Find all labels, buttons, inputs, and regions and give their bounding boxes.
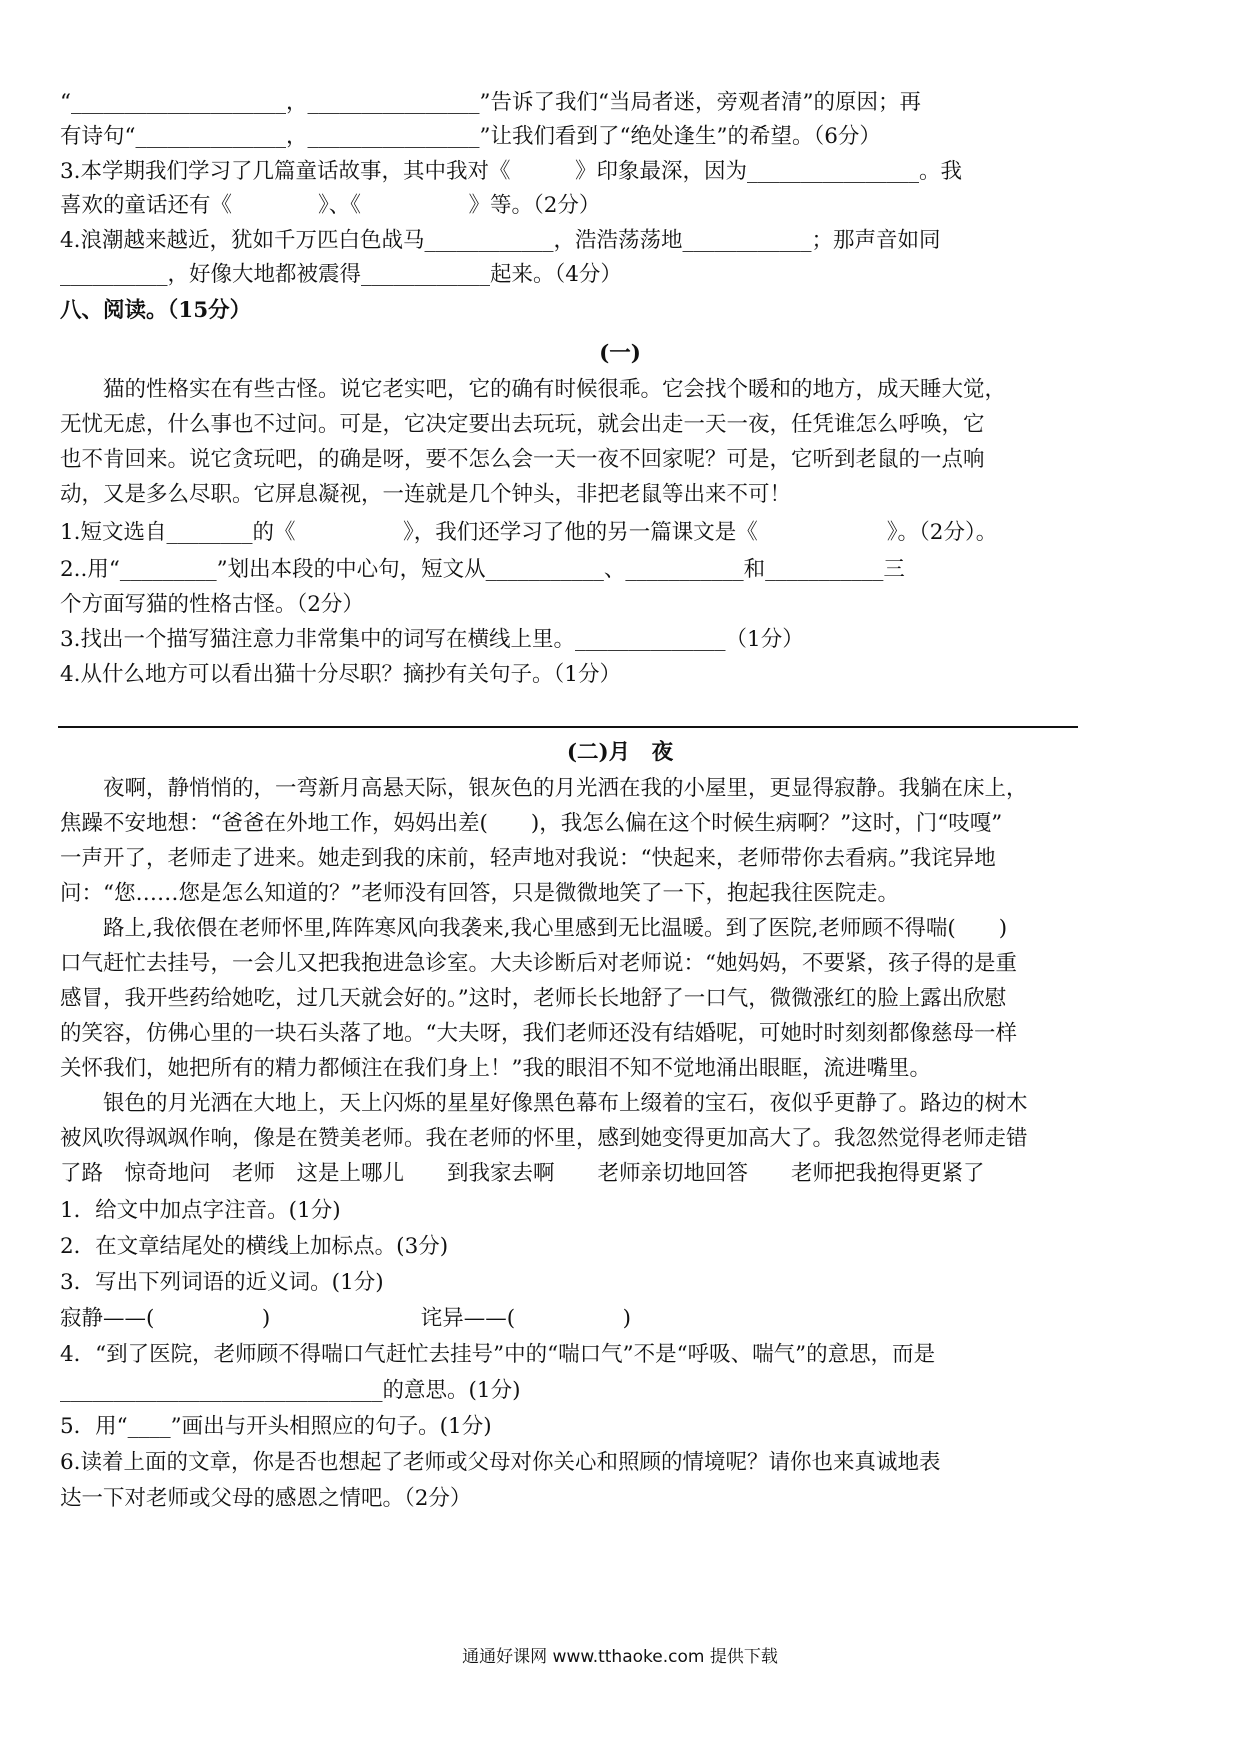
poem-fill-line-2: 有诗句“______________，________________”让我们看到了“绝处逢生”的希望。（6分） — [60, 124, 881, 149]
passage-1-q3: 3.找出一个描写猫注意力非常集中的词写在横线上里。______________（1分） — [60, 627, 804, 652]
question-4-line-2: __________，好像大地都被震得____________起来。（4分） — [60, 262, 622, 287]
passage-2-p1-line-4: 问：“您……您是怎么知道的？”老师没有回答，只是微微地笑了一下，抱起我往医院走。 — [60, 881, 899, 906]
passage-2-p2-line-2: 口气赶忙去挂号，一会儿又把我抱进急诊室。大夫诊断后对老师说：“她妈妈，不要紧，孩子得的是重 — [60, 951, 1017, 976]
question-3-line-1: 3.本学期我们学习了几篇童话故事，其中我对《 》印象最深，因为________________。我 — [60, 159, 963, 184]
passage-2-q3-answers: 寂静——( ) 诧异——( ) — [60, 1306, 632, 1331]
passage-1-line-4: 动，又是多么尽职。它屏息凝视，一连就是几个钟头，非把老鼠等出来不可！ — [60, 482, 792, 507]
passage-2-q4-line-1: 4．“到了医院，老师顾不得喘口气赶忙去挂号”中的“喘口气”不是“呼吸、喘气”的意思，而是 — [60, 1342, 936, 1367]
passage-2-q1: 1．给文中加点字注音。(1分) — [60, 1198, 341, 1223]
answer-line — [58, 726, 1078, 728]
poem-fill-line-1: “____________________，________________”告诉了我们“当局者迷，旁观者清”的原因；再 — [60, 90, 921, 115]
passage-2-p2-line-3: 感冒，我开些药给她吃，过几天就会好的。”这时，老师长长地舒了一口气，微微涨红的脸上露出欣慰 — [60, 986, 1007, 1011]
passage-2-q4-line-2: ______________________________的意思。(1分) — [60, 1378, 521, 1403]
passage-1-q2-line-1: 2..用“_________”划出本段的中心句，短文从___________、___________和___________三 — [60, 557, 905, 582]
passage-2-p1-line-3: 一声开了，老师走了进来。她走到我的床前，轻声地对我说：“快起来，老师带你去看病。”我诧异地 — [60, 846, 996, 871]
passage-1-q4: 4.从什么地方可以看出猫十分尽职？摘抄有关句子。（1分） — [60, 662, 621, 687]
passage-2-p3-line-1: 银色的月光洒在大地上，天上闪烁的星星好像黑色幕布上缀着的宝石，夜似乎更静了。路边的树木 — [60, 1091, 1028, 1116]
passage-2-q2: 2．在文章结尾处的横线上加标点。(3分) — [60, 1234, 449, 1259]
section-8-heading: 八、阅读。（15分） — [60, 298, 252, 323]
passage-1-line-2: 无忧无虑，什么事也不过问。可是，它决定要出去玩玩，就会出走一天一夜，任凭谁怎么呼唤，它 — [60, 412, 985, 437]
passage-2-title: (二)月 夜 — [566, 740, 674, 765]
passage-1-line-3: 也不肯回来。说它贪玩吧，的确是呀，要不怎么会一天一夜不回家呢？可是，它听到老鼠的一点响 — [60, 447, 985, 472]
passage-2-p2-line-1: 路上,我依偎在老师怀里,阵阵寒风向我袭来,我心里感到无比温暖。到了医院,老师顾不得喘( ) — [60, 916, 1008, 941]
passage-1-q2-line-2: 个方面写猫的性格古怪。（2分） — [60, 592, 364, 617]
passage-2-p1-line-2: 焦躁不安地想：“爸爸在外地工作，妈妈出差( )，我怎么偏在这个时候生病啊？”这时，门“吱嘎” — [60, 811, 1003, 836]
passage-1-line-1: 猫的性格实在有些古怪。说它老实吧，它的确有时候很乖。它会找个暖和的地方，成天睡大觉， — [60, 377, 1007, 402]
question-4-line-1: 4.浪潮越来越近，犹如千万匹白色战马____________，浩浩荡荡地____________；那声音如同 — [60, 228, 941, 253]
passage-2-p2-line-4: 的笑容，仿佛心里的一块石头落了地。“大夫呀，我们老师还没有结婚呢，可她时时刻刻都像慈母一样 — [60, 1021, 1017, 1046]
page-footer: 通通好课网 www.tthaoke.com 提供下载 — [462, 1647, 778, 1667]
passage-2-p3-line-2: 被风吹得飒飒作响，像是在赞美老师。我在老师的怀里，感到她变得更加高大了。我忽然觉得老师走错 — [60, 1126, 1028, 1151]
passage-2-p1-line-1: 夜啊，静悄悄的，一弯新月高悬天际，银灰色的月光洒在我的小屋里，更显得寂静。我躺在床上， — [60, 776, 1028, 801]
passage-1-title: (一) — [599, 341, 641, 366]
passage-2-q3: 3．写出下列词语的近义词。(1分) — [60, 1270, 384, 1295]
question-3-line-2: 喜欢的童话还有《 》、《 》等。（2分） — [60, 193, 601, 218]
passage-1-q1: 1.短文选自________的《 》，我们还学习了他的另一篇课文是《 》。（2分）。 — [60, 520, 998, 545]
passage-2-p2-line-5: 关怀我们，她把所有的精力都倾注在我们身上！”我的眼泪不知不觉地涌出眼眶，流进嘴里。 — [60, 1056, 931, 1081]
passage-2-p3-line-3: 了路 惊奇地问 老师 这是上哪儿 到我家去啊 老师亲切地回答 老师把我抱得更紧了 — [60, 1161, 985, 1186]
passage-2-q6-line-1: 6.读着上面的文章，你是否也想起了老师或父母对你关心和照顾的情境呢？请你也来真诚地表 — [60, 1450, 941, 1475]
passage-2-q5: 5．用“____”画出与开头相照应的句子。(1分) — [60, 1414, 492, 1439]
passage-2-q6-line-2: 达一下对老师或父母的感恩之情吧。（2分） — [60, 1486, 472, 1511]
